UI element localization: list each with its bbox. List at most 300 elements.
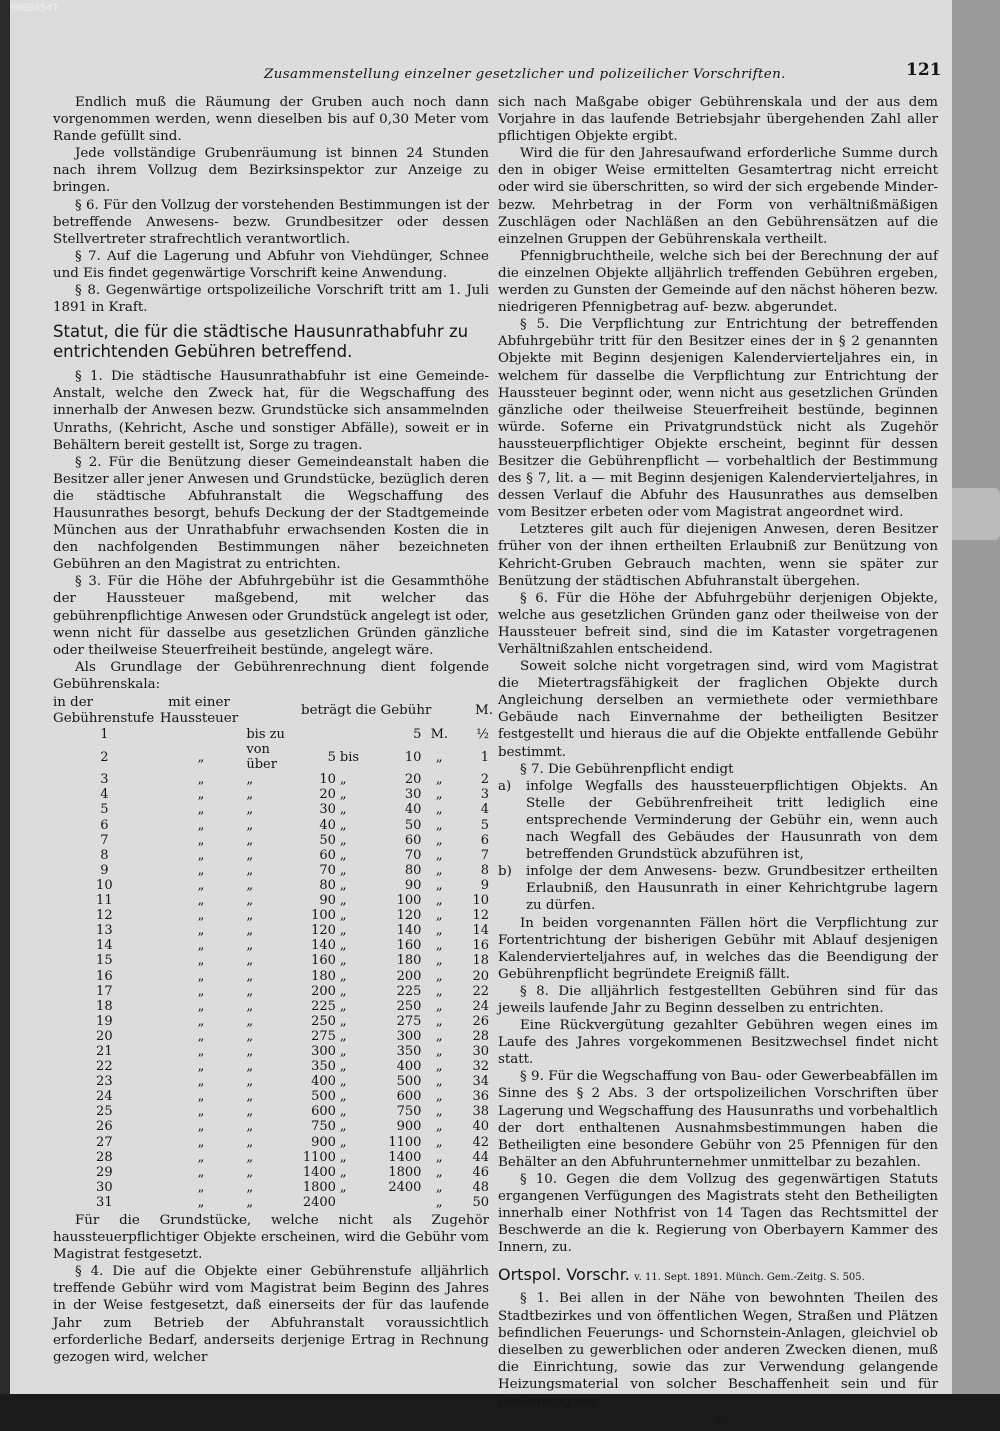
fee-ditto-mark: „ bbox=[435, 802, 443, 818]
statut-title: Statut, die für die städtische Hausunrathabfuhr zu entrichtenden Gebühren betreffend. bbox=[53, 322, 469, 362]
fee-prefix: „ bbox=[246, 1119, 254, 1135]
fee-stufe: 6 bbox=[100, 817, 109, 833]
fee-ditto-mark: „ bbox=[435, 908, 443, 924]
fee-from: 1100 bbox=[302, 1149, 336, 1165]
fee-prefix: „ bbox=[246, 893, 254, 909]
list-item-label: a) bbox=[498, 778, 512, 794]
fee-to: 30 bbox=[404, 787, 422, 803]
fee-bis: „ bbox=[339, 1104, 347, 1120]
table-row bbox=[53, 772, 489, 787]
fee-from: 30 bbox=[319, 802, 336, 818]
fee-stufe: 2 bbox=[100, 749, 109, 765]
fee-stufe: 5 bbox=[100, 802, 109, 818]
fee-ditto: „ bbox=[197, 1089, 205, 1105]
fee-to: 1400 bbox=[388, 1149, 422, 1165]
table-row bbox=[53, 833, 489, 848]
fee-stufe: 23 bbox=[96, 1074, 113, 1090]
fee-from: 350 bbox=[311, 1059, 336, 1075]
fee-ditto: „ bbox=[197, 1119, 205, 1135]
fee-from: 40 bbox=[319, 817, 336, 833]
fee-ditto-mark: „ bbox=[435, 787, 443, 803]
paragraph: § 8. Die alljährlich festgestellten Gebühren sind für das jeweils laufende Jahr zu Beginn desselben zu entrichten. bbox=[498, 983, 938, 1016]
paragraph: Jede vollständige Grubenräumung ist binnen 24 Stunden nach ihrem Vollzug dem Bezirksinspektor zur Anzeige zu bringen. bbox=[53, 146, 489, 196]
fee-ditto: „ bbox=[197, 1074, 205, 1090]
fee-to: 20 bbox=[404, 772, 422, 788]
fee-to: 100 bbox=[396, 893, 422, 909]
table-row bbox=[53, 938, 489, 953]
fee-amount: 42 bbox=[472, 1134, 489, 1150]
fee-bis: „ bbox=[339, 1179, 347, 1195]
fee-to: 60 bbox=[404, 832, 422, 848]
fee-bis: „ bbox=[339, 923, 347, 939]
fee-prefix: „ bbox=[246, 862, 254, 878]
fee-amount: 44 bbox=[472, 1149, 489, 1165]
table-row bbox=[53, 1195, 489, 1210]
fee-prefix: „ bbox=[246, 787, 254, 803]
fee-amount: 46 bbox=[472, 1164, 489, 1180]
fee-from: 275 bbox=[311, 1028, 336, 1044]
fee-stufe: 8 bbox=[100, 847, 109, 863]
paragraph: § 1. Bei allen in der Nähe von bewohnten Theilen des Stadtbezirkes und von öffentlichen Wegen, Straßen und Plätzen befindlichen Feuerungs- und Schornstein-Anlagen, gleichviel ob dieselben zu gewerblichen oder anderen Zwecken dienen, muß die Einrichtung, sowie das zur Verwendung gelangende Heizungsmaterial von solcher Beschaffenheit sein und für Bedienung der bbox=[498, 1291, 938, 1410]
fee-bis: „ bbox=[339, 983, 347, 999]
fee-prefix: „ bbox=[246, 1028, 254, 1044]
fee-prefix: „ bbox=[246, 983, 254, 999]
fee-ditto: „ bbox=[197, 1179, 205, 1195]
fee-stufe: 13 bbox=[96, 923, 113, 939]
fee-amount: 26 bbox=[472, 1013, 489, 1029]
fee-amount: 34 bbox=[472, 1074, 489, 1090]
fee-ditto: „ bbox=[197, 1043, 205, 1059]
fee-to: 900 bbox=[396, 1119, 422, 1135]
fee-bis: „ bbox=[339, 1013, 347, 1029]
fee-ditto: „ bbox=[197, 1104, 205, 1120]
header-haussteuer: Haussteuer bbox=[159, 711, 239, 726]
fee-amount: 8 bbox=[480, 862, 489, 878]
fee-stufe: 26 bbox=[96, 1119, 113, 1135]
header-betraegt: beträgt die Gebühr bbox=[301, 703, 432, 718]
fee-to: 10 bbox=[404, 749, 422, 765]
fee-prefix: „ bbox=[246, 968, 254, 984]
fee-to: 2400 bbox=[388, 1179, 422, 1195]
paragraph: § 2. Für die Benützung dieser Gemeindeanstalt haben die Besitzer aller jener Anwesen und Grundstücke, bezüglich deren die städtische Abfuhranstalt die Wegschaffung des Hausunrathes besorgt, behufs Deckung der der Stadtgemeinde München aus der Unrathabfuhr erwachsenden Kosten die in den nachfolgenden Bestimmungen näher bezeichneten Gebühren an den Magistrat zu entrichten. bbox=[53, 454, 489, 573]
fee-to: 600 bbox=[396, 1089, 422, 1105]
fee-bis: „ bbox=[339, 1043, 347, 1059]
fee-from: 60 bbox=[319, 847, 336, 863]
paragraph: § 7. Die Gebührenpflicht endigt bbox=[520, 761, 734, 777]
paragraph: § 5. Die Verpflichtung zur Entrichtung der betreffenden Abfuhrgebühr tritt für den Besitzer eines der in § 2 genannten Objekte mit Beginn desjenigen Kalendervierteljahres ein, in welchem für dasselbe die Verpflichtung zur Entrichtung der Haussteuer beginnt oder, wenn nicht aus gesetzlichen Gründen gänzliche oder theilweise Steuerfreiheit bestünde, beginnen würde. Soferne ein Privatgrundstück nicht als Zugehör haussteuerpflichtiger Objekte erscheint, beginnt für dessen Besitzer die Gebührenpflicht — vorbehaltlich der Bestimmung des § 7, lit. a — mit Beginn desjenigen Kalendervierteljahres, in dessen Verlauf die Abfuhr des Hausunrathes aus demselben vom Besitzer erbeten oder vom Magistrat angeordnet wird. bbox=[498, 317, 938, 521]
fee-ditto bbox=[156, 727, 247, 742]
fee-to: 500 bbox=[396, 1074, 422, 1090]
fee-ditto-mark: „ bbox=[435, 862, 443, 878]
fee-amount: 50 bbox=[472, 1194, 489, 1210]
fee-bis: „ bbox=[339, 968, 347, 984]
fee-ditto: „ bbox=[197, 802, 205, 818]
fee-bis: „ bbox=[339, 1089, 347, 1105]
fee-from: 100 bbox=[311, 908, 336, 924]
paragraph: § 3. Für die Höhe der Abfuhrgebühr ist die Gesammthöhe der Haussteuer maßgebend, mit welcher das gebührenpflichtige Anwesen oder Grundstück angelegt ist oder, wenn nicht für dasselbe aus gesetzlichen Gründen gänzliche oder theilweise Steuerfreiheit bestünde, angelegt wäre. bbox=[53, 574, 489, 658]
fee-bis bbox=[340, 727, 366, 742]
fee-to: 750 bbox=[396, 1104, 422, 1120]
fee-bis: „ bbox=[339, 832, 347, 848]
fee-to: 250 bbox=[396, 998, 422, 1014]
paragraph: § 6. Für die Höhe der Abfuhrgebühr derjenigen Objekte, welche aus gesetzlichen Gründen ganz oder theilweise von der Haussteuer befreit sind, sind die im Kataster vorgetragenen Verhältnißzahlen entscheidend. bbox=[498, 590, 938, 657]
fee-prefix: „ bbox=[246, 877, 254, 893]
fee-from: 1400 bbox=[302, 1164, 336, 1180]
fee-ditto-mark: „ bbox=[435, 877, 443, 893]
fee-prefix: „ bbox=[246, 1104, 254, 1120]
fee-from: 250 bbox=[311, 1013, 336, 1029]
fee-to: 40 bbox=[404, 802, 422, 818]
table-row bbox=[53, 923, 489, 938]
fee-bis bbox=[340, 1195, 366, 1210]
fee-from: 90 bbox=[319, 893, 336, 909]
fee-stufe: 28 bbox=[96, 1149, 113, 1165]
fee-stufe: 27 bbox=[96, 1134, 113, 1150]
fee-prefix: „ bbox=[246, 1043, 254, 1059]
fee-prefix: „ bbox=[246, 1179, 254, 1195]
fee-to: 90 bbox=[404, 877, 422, 893]
table-row bbox=[53, 1119, 489, 1134]
fee-from: 5 bbox=[327, 749, 336, 765]
fee-stufe: 20 bbox=[96, 1028, 113, 1044]
fee-ditto-mark: „ bbox=[435, 817, 443, 833]
table-row bbox=[53, 1135, 489, 1150]
fee-ditto: „ bbox=[197, 832, 205, 848]
fee-ditto: „ bbox=[197, 968, 205, 984]
fee-from bbox=[290, 727, 340, 742]
table-row bbox=[53, 999, 489, 1014]
fee-stufe: 1 bbox=[100, 727, 109, 742]
header-in-der: in der bbox=[53, 695, 94, 710]
fee-prefix: „ bbox=[246, 923, 254, 939]
fee-amount: 5 bbox=[480, 817, 489, 833]
fee-prefix: „ bbox=[246, 953, 254, 969]
fee-from: 10 bbox=[319, 772, 336, 788]
fee-prefix: „ bbox=[246, 847, 254, 863]
fee-stufe: 21 bbox=[96, 1043, 113, 1059]
fee-from: 600 bbox=[311, 1104, 336, 1120]
fee-amount: 48 bbox=[472, 1179, 489, 1195]
table-row bbox=[53, 848, 489, 863]
paragraph: § 4. Die auf die Objekte einer Gebührenstufe alljährlich treffende Gebühr wird vom Magistrat beim Beginn des Jahres in der Weise festgesetzt, daß einerseits der für das laufende Jahr zum Betrieb der Abfuhranstalt voraussichtlich erforderliche Bedarf, anderseits derjenige Ertrag in Rechnung gezogen wird, welcher bbox=[53, 1264, 489, 1365]
header-mit-einer: mit einer bbox=[168, 695, 230, 710]
fee-from: 200 bbox=[311, 983, 336, 999]
header-stufe: Gebührenstufe bbox=[53, 711, 155, 726]
paragraph: Eine Rückvergütung gezahlter Gebühren wegen eines im Laufe des Jahres vorgekommenen Besitzwechsel findet nicht statt. bbox=[498, 1018, 938, 1068]
fee-table-header bbox=[53, 695, 493, 727]
fee-ditto-mark: „ bbox=[435, 1089, 443, 1105]
table-row bbox=[53, 1089, 489, 1104]
fee-amount: 7 bbox=[480, 847, 489, 863]
fee-bis: „ bbox=[339, 1119, 347, 1135]
fee-amount: 30 bbox=[472, 1043, 489, 1059]
fee-to: 180 bbox=[396, 953, 422, 969]
fee-stufe: 10 bbox=[96, 877, 113, 893]
fee-prefix: „ bbox=[246, 772, 254, 788]
table-row bbox=[53, 1029, 489, 1044]
fee-ditto-mark: „ bbox=[435, 1149, 443, 1165]
fee-amount: 16 bbox=[472, 938, 489, 954]
fee-from: 900 bbox=[311, 1134, 336, 1150]
paragraph: Pfennigbruchtheile, welche sich bei der Berechnung der auf die einzelnen Objekte alljährlich treffenden Gebühren ergeben, werden zu Gunsten der Gemeinde auf den nächst höheren bezw. niedrigeren Pfennigbetrag auf- bezw. abgerundet. bbox=[498, 248, 938, 316]
fee-to: 80 bbox=[404, 862, 422, 878]
fee-to: 400 bbox=[396, 1059, 422, 1075]
fee-from: 750 bbox=[311, 1119, 336, 1135]
fee-stufe: 3 bbox=[100, 772, 109, 788]
fee-ditto: „ bbox=[197, 817, 205, 833]
fee-amount: 40 bbox=[472, 1119, 489, 1135]
fee-from: 50 bbox=[319, 832, 336, 848]
fee-ditto-mark: „ bbox=[435, 1179, 443, 1195]
fee-ditto: „ bbox=[197, 953, 205, 969]
fee-stufe: 24 bbox=[96, 1089, 113, 1105]
fee-from: 160 bbox=[311, 953, 336, 969]
paragraph: Endlich muß die Räumung der Gruben auch noch dann vorgenommen werden, wenn dieselben bis auf 0,30 Meter vom Rande gefüllt sind. bbox=[53, 95, 489, 145]
table-row bbox=[53, 984, 489, 999]
table-row bbox=[53, 1180, 489, 1195]
fee-from: 180 bbox=[311, 968, 336, 984]
fee-ditto-mark: „ bbox=[435, 893, 443, 909]
fee-prefix: „ bbox=[246, 1074, 254, 1090]
fee-ditto-mark: „ bbox=[435, 1028, 443, 1044]
fee-amount: 2 bbox=[480, 772, 489, 788]
fee-prefix: „ bbox=[246, 998, 254, 1014]
fee-ditto: „ bbox=[197, 877, 205, 893]
fee-ditto-mark: „ bbox=[435, 749, 443, 765]
table-row bbox=[53, 893, 489, 908]
fee-bis: „ bbox=[339, 1074, 347, 1090]
table-row bbox=[53, 969, 489, 984]
fee-ditto: „ bbox=[197, 923, 205, 939]
fee-bis: „ bbox=[339, 1059, 347, 1075]
fee-ditto-mark: „ bbox=[435, 847, 443, 863]
fee-amount: 28 bbox=[472, 1028, 489, 1044]
fee-amount: 12 bbox=[472, 908, 489, 924]
fee-prefix: „ bbox=[246, 908, 254, 924]
fee-ditto-mark: „ bbox=[435, 1104, 443, 1120]
fee-ditto: „ bbox=[197, 998, 205, 1014]
fee-to: 350 bbox=[396, 1043, 422, 1059]
fee-bis: bis bbox=[339, 749, 360, 765]
header-mark: M. bbox=[475, 703, 493, 718]
fee-bis: „ bbox=[339, 1164, 347, 1180]
table-row bbox=[53, 1165, 489, 1180]
list-item bbox=[498, 778, 938, 863]
left-column bbox=[53, 94, 493, 1366]
fee-amount: 36 bbox=[472, 1089, 489, 1105]
fee-from: 300 bbox=[311, 1043, 336, 1059]
fee-ditto: „ bbox=[197, 749, 205, 765]
fee-prefix: „ bbox=[246, 1149, 254, 1165]
paragraph: Als Grundlage der Gebührenrechnung dient folgende Gebührenskala: bbox=[53, 659, 489, 692]
fee-from: 80 bbox=[319, 877, 336, 893]
table-row bbox=[53, 1059, 489, 1074]
fee-ditto: „ bbox=[197, 908, 205, 924]
fee-bis: „ bbox=[339, 772, 347, 788]
paragraph: § 6. Für den Vollzug der vorstehenden Bestimmungen ist der betreffende Anwesens- bezw. Grundbesitzer oder dessen Stellvertreter strafrechtlich verantwortlich. bbox=[53, 197, 489, 247]
paragraph: In beiden vorgenannten Fällen hört die Verpflichtung zur Fortentrichtung der bisherigen Gebühr mit Ablauf desjenigen Kalendervierteljahres auf, in welches das die Beendigung der Gebührenpflicht begründete Ereigniß fällt. bbox=[498, 915, 938, 982]
fee-to: 120 bbox=[396, 908, 422, 924]
fee-ditto-mark: „ bbox=[435, 1119, 443, 1135]
fee-stufe: 7 bbox=[100, 832, 109, 848]
fee-to: 200 bbox=[396, 968, 422, 984]
paragraph: § 10. Gegen die dem Vollzug des gegenwärtigen Statuts ergangenen Verfügungen des Magistrats steht den Betheiligten innerhalb einer Nothfrist von 14 Tagen das Rechtsmittel der Beschwerde an die k. Regierung von Oberbayern Kammer des Innern, zu. bbox=[498, 1171, 938, 1256]
corner-code: 00696547 bbox=[10, 3, 59, 14]
list-item-label: b) bbox=[498, 864, 512, 880]
paragraph: § 9. Für die Wegschaffung von Bau- oder Gewerbeabfällen im Sinne des § 2 Abs. 3 der ortspolizeilichen Vorschriften über Lagerung und Wegschaffung des Hausunraths und vorbehaltlich der dort enthaltenen Ausnahmsbestimmungen haben die Betheiligten eine besondere Gebühr von 25 Pfennigen für den Behälter an den Abfuhrunternehmer unmittelbar zu bezahlen. bbox=[498, 1069, 938, 1170]
fee-to: 225 bbox=[396, 983, 422, 999]
fee-bis: „ bbox=[339, 862, 347, 878]
fee-ditto-mark: „ bbox=[435, 983, 443, 999]
right-column bbox=[498, 94, 938, 1431]
page-tab-marker bbox=[952, 488, 1000, 540]
book-edge-right bbox=[952, 0, 1000, 1394]
fee-stufe: 18 bbox=[96, 998, 113, 1014]
fee-amount: 22 bbox=[472, 983, 489, 999]
fee-bis: „ bbox=[339, 802, 347, 818]
fee-ditto-mark: „ bbox=[435, 1194, 443, 1210]
fee-ditto: „ bbox=[197, 1149, 205, 1165]
table-row bbox=[53, 863, 489, 878]
fee-stufe: 9 bbox=[100, 862, 109, 878]
book-page bbox=[10, 0, 952, 1431]
ortspol-reference: v. 11. Sept. 1891. Münch. Gem.-Zeitg. S. 505. bbox=[634, 1272, 865, 1284]
fee-prefix: „ bbox=[246, 1013, 254, 1029]
fee-to: 1100 bbox=[388, 1134, 422, 1150]
table-row bbox=[53, 742, 489, 772]
fee-bis: „ bbox=[339, 877, 347, 893]
table-row bbox=[53, 1150, 489, 1165]
fee-bis: „ bbox=[339, 998, 347, 1014]
fee-bis: „ bbox=[339, 938, 347, 954]
list-item bbox=[498, 863, 938, 914]
fee-amount: 3 bbox=[480, 787, 489, 803]
fee-ditto: „ bbox=[197, 862, 205, 878]
fee-ditto-mark: „ bbox=[435, 772, 443, 788]
fee-amount: 32 bbox=[472, 1059, 489, 1075]
fee-to: 70 bbox=[404, 847, 422, 863]
fee-ditto-mark: „ bbox=[435, 1013, 443, 1029]
fee-from: 400 bbox=[311, 1074, 336, 1090]
paragraph: Wird die für den Jahresaufwand erforderliche Summe durch den in obiger Weise ermittelten Gesamtertrag nicht erreicht oder wird sie überschritten, so wird der sich ergebende Minder- bezw. Mehrbetrag in der Form von verhältnißmäßigen Zuschlägen oder Nachläßen an den Gebührensätzen auf die einzelnen Gruppen der Gebührenskala vertheilt. bbox=[498, 146, 938, 247]
fee-amount: 4 bbox=[480, 802, 489, 818]
fee-ditto-mark: „ bbox=[435, 1074, 443, 1090]
fee-prefix: „ bbox=[246, 1089, 254, 1105]
table-row bbox=[53, 818, 489, 833]
fee-amount: 24 bbox=[472, 998, 489, 1014]
fee-from: 120 bbox=[311, 923, 336, 939]
fee-bis: „ bbox=[339, 847, 347, 863]
fee-stufe: 17 bbox=[96, 983, 113, 999]
paragraph: Soweit solche nicht vorgetragen sind, wird vom Magistrat die Mietertragsfähigkeit der fraglichen Objekte durch Angleichung derselben an vermiethete oder vermiethbare Gebäude nach Einvernahme der betheiligten Besitzer festgestellt und hieraus die auf die Objekte entfallende Gebühr bestimmt. bbox=[498, 659, 938, 760]
fee-ditto-mark: „ bbox=[435, 968, 443, 984]
fee-bis: „ bbox=[339, 1149, 347, 1165]
fee-bis: „ bbox=[339, 908, 347, 924]
fee-amount: 20 bbox=[472, 968, 489, 984]
paragraph: § 8. Gegenwärtige ortspolizeiliche Vorschrift tritt am 1. Juli 1891 in Kraft. bbox=[53, 283, 489, 316]
fee-stufe: 31 bbox=[96, 1194, 113, 1210]
fee-bis: „ bbox=[339, 787, 347, 803]
fee-amount: ½ bbox=[476, 727, 489, 742]
fee-from: 20 bbox=[319, 787, 336, 803]
fee-to: 1800 bbox=[388, 1164, 422, 1180]
fee-ditto-mark: M. bbox=[430, 727, 449, 742]
table-row bbox=[53, 953, 489, 968]
fee-stufe: 30 bbox=[96, 1179, 113, 1195]
fee-bis: „ bbox=[339, 953, 347, 969]
table-row bbox=[53, 1014, 489, 1029]
fee-from: 225 bbox=[311, 998, 336, 1014]
fee-from: 500 bbox=[311, 1089, 336, 1105]
list-item-text: infolge Wegfalls des haussteuerpflichtigen Objekts. An Stelle der Gebührenfreiheit tritt lediglich eine entsprechende Verminderung der Gebühr ein, wenn auch nach Wegfall des Gebäudes der Hausunrath von dem betreffenden Grundstück abzuführen ist, bbox=[526, 778, 938, 863]
fee-stufe: 22 bbox=[96, 1059, 113, 1075]
table-row bbox=[53, 802, 489, 817]
fee-prefix: „ bbox=[246, 938, 254, 954]
fee-amount: 1 bbox=[480, 749, 489, 765]
table-row bbox=[53, 908, 489, 923]
running-title: Zusammenstellung einzelner gesetzlicher und polizeilicher Vorschriften. bbox=[264, 67, 786, 82]
fee-to: 140 bbox=[396, 923, 422, 939]
table-row bbox=[53, 727, 489, 742]
fee-stufe: 25 bbox=[96, 1104, 113, 1120]
fee-stufe: 16 bbox=[96, 968, 113, 984]
fee-ditto: „ bbox=[197, 772, 205, 788]
fee-to: 300 bbox=[396, 1028, 422, 1044]
fee-ditto-mark: „ bbox=[435, 1164, 443, 1180]
fee-stufe: 11 bbox=[96, 893, 113, 909]
fee-ditto: „ bbox=[197, 1194, 205, 1210]
fee-amount: 14 bbox=[472, 923, 489, 939]
fee-stufe: 15 bbox=[96, 953, 113, 969]
fee-bis: „ bbox=[339, 817, 347, 833]
fee-prefix: bis zu bbox=[246, 727, 285, 742]
fee-ditto-mark: „ bbox=[435, 998, 443, 1014]
fee-ditto: „ bbox=[197, 1059, 205, 1075]
table-row bbox=[53, 1074, 489, 1089]
fee-ditto: „ bbox=[197, 1134, 205, 1150]
fee-to: 50 bbox=[404, 817, 422, 833]
fee-from: 140 bbox=[311, 938, 336, 954]
paragraph: Letzteres gilt auch für diejenigen Anwesen, deren Besitzer früher von der ihnen ertheilten Erlaubniß zur Benützung von Kehricht-Gruben Gebrauch machten, wenn sie später zur Benützung der städtischen Abfuhranstalt übergehen. bbox=[498, 522, 938, 589]
fee-prefix: „ bbox=[246, 1164, 254, 1180]
fee-ditto-mark: „ bbox=[435, 1059, 443, 1075]
fee-ditto-mark: „ bbox=[435, 1134, 443, 1150]
fee-stufe: 14 bbox=[96, 938, 113, 954]
fee-ditto: „ bbox=[197, 938, 205, 954]
fee-prefix: „ bbox=[246, 1134, 254, 1150]
fee-amount: 10 bbox=[472, 893, 489, 909]
fee-stufe: 29 bbox=[96, 1164, 113, 1180]
fee-ditto-mark: „ bbox=[435, 1043, 443, 1059]
fee-from: 70 bbox=[319, 862, 336, 878]
fee-ditto-mark: „ bbox=[435, 953, 443, 969]
fee-ditto: „ bbox=[197, 787, 205, 803]
fee-ditto: „ bbox=[197, 893, 205, 909]
fee-prefix: „ bbox=[246, 1059, 254, 1075]
paragraph: § 1. Die städtische Hausunrathabfuhr ist eine Gemeinde-Anstalt, welche den Zweck hat, für die Wegschaffung des innerhalb der Anwesen bezw. Grundstücke sich ansammelnden Unraths, (Kehricht, Asche und sonstiger Abfälle), soweit er in Behältern bereit gestellt ist, Sorge zu tragen. bbox=[53, 369, 489, 453]
fee-ditto-mark: „ bbox=[435, 923, 443, 939]
fee-bis: „ bbox=[339, 893, 347, 909]
fee-bis: „ bbox=[339, 1134, 347, 1150]
fee-ditto: „ bbox=[197, 983, 205, 999]
ortspol-title: Ortspol. Vorschr. bbox=[498, 1265, 630, 1285]
fee-amount: 6 bbox=[480, 832, 489, 848]
fee-prefix: „ bbox=[246, 832, 254, 848]
fee-to: 160 bbox=[396, 938, 422, 954]
table-row bbox=[53, 787, 489, 802]
fee-table bbox=[53, 727, 489, 1210]
fee-prefix: „ bbox=[246, 802, 254, 818]
